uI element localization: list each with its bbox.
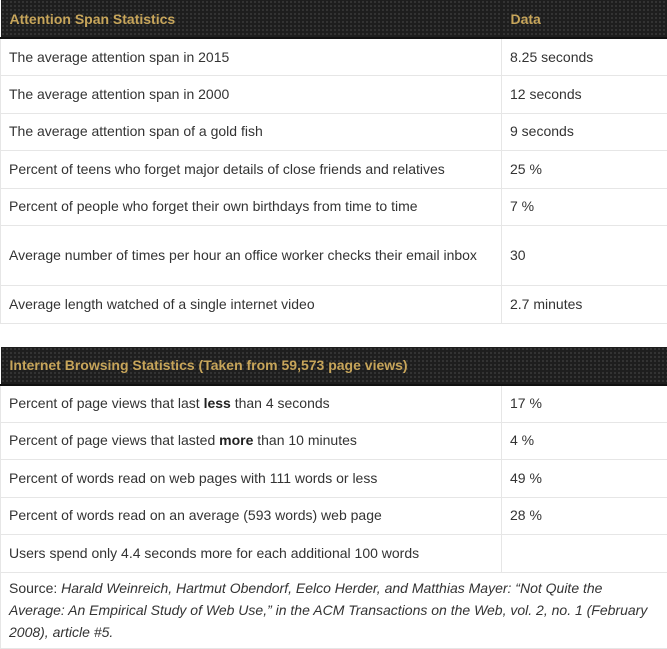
table-row [1, 113, 667, 151]
table-header-row [1, 0, 667, 38]
source-citation [1, 572, 667, 648]
row-value: 4 % [502, 422, 667, 460]
column-header-statistic: Attention Span Statistics [1, 0, 502, 38]
row-value: 8.25 seconds [502, 38, 667, 76]
row-value: 17 % [502, 385, 667, 423]
source-prefix: Source: [9, 580, 61, 596]
row-label: Average length watched of a single internet video [1, 286, 502, 324]
table-row [1, 76, 667, 114]
row-value: 2.7 minutes [502, 286, 667, 324]
row-value: 49 % [502, 460, 667, 498]
row-label: Average number of times per hour an office worker checks their email inbox [1, 226, 502, 286]
row-value: 9 seconds [502, 113, 667, 151]
table-header-row [1, 347, 667, 385]
label-emphasis: less [204, 395, 231, 411]
row-label: Users spend only 4.4 seconds more for each additional 100 words [1, 535, 502, 573]
table-row [1, 497, 667, 535]
row-label: The average attention span in 2015 [1, 38, 502, 76]
table-row [1, 188, 667, 226]
row-label: Percent of words read on web pages with 111 words or less [1, 460, 502, 498]
row-value: 28 % [502, 497, 667, 535]
table-row [1, 38, 667, 76]
label-emphasis: more [219, 432, 253, 448]
label-text: than 10 minutes [253, 432, 357, 448]
source-reference: Harald Weinreich, Hartmut Obendorf, Eelco Herder, and Matthias Mayer: “Not Quite the Average: An Empirical Study of Web Use,” in the ACM Transactions on the Web, vol. 2, no. 1 (February 2008), article #5. [9, 580, 647, 640]
row-label [1, 422, 502, 460]
table-row [1, 226, 667, 286]
column-header-data: Data [502, 0, 667, 38]
label-text: Percent of page views that lasted [9, 432, 219, 448]
table-row [1, 151, 667, 189]
table-row [1, 385, 667, 423]
row-label: Percent of words read on an average (593 words) web page [1, 497, 502, 535]
table-row [1, 460, 667, 498]
label-text: Percent of page views that last [9, 395, 204, 411]
browsing-table-title: Internet Browsing Statistics (Taken from 59,573 page views) [1, 347, 667, 385]
row-label: The average attention span in 2000 [1, 76, 502, 114]
internet-browsing-table [0, 347, 667, 649]
row-value: 12 seconds [502, 76, 667, 114]
table-row [1, 286, 667, 324]
table-row [1, 535, 667, 573]
row-label: The average attention span of a gold fish [1, 113, 502, 151]
row-value: 25 % [502, 151, 667, 189]
row-label: Percent of people who forget their own birthdays from time to time [1, 188, 502, 226]
source-row [1, 572, 667, 648]
label-text: than 4 seconds [231, 395, 330, 411]
row-label: Percent of teens who forget major details of close friends and relatives [1, 151, 502, 189]
row-label [1, 385, 502, 423]
row-value: 7 % [502, 188, 667, 226]
attention-span-table [0, 0, 667, 324]
table-row [1, 422, 667, 460]
row-value: 30 [502, 226, 667, 286]
row-value [502, 535, 667, 573]
